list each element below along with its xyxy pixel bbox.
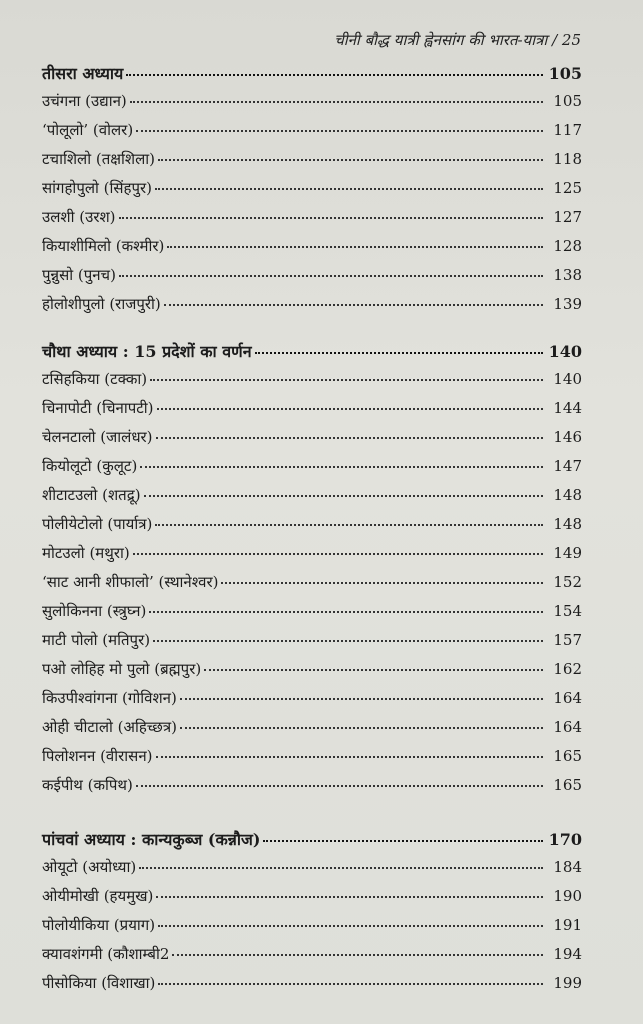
entry-title: पओ लोहिह मो पुलो (ब्रह्मपुर) xyxy=(42,660,202,678)
page-number: 118 xyxy=(553,150,582,168)
dot-leader xyxy=(180,726,543,729)
chapter-heading xyxy=(42,340,582,369)
page-number: 170 xyxy=(548,830,582,849)
dot-leader xyxy=(133,552,543,555)
page-number: 140 xyxy=(548,342,582,361)
chapter-title: चौथा अध्याय : 15 प्रदेशों का वर्णन xyxy=(42,342,252,361)
dot-leader xyxy=(155,187,543,190)
page-number: 140 xyxy=(553,370,582,388)
toc-entry xyxy=(42,659,582,688)
chapter-title: पांचवां अध्याय : कान्यकुब्ज (कन्नौज) xyxy=(42,830,261,849)
page-number: 165 xyxy=(553,776,582,794)
entry-title: पिलोशनन (वीरासन) xyxy=(42,747,153,765)
entry-title: किउपीश्वांगना (गोविशन) xyxy=(42,689,177,707)
chapter-section xyxy=(42,828,582,1002)
dot-leader xyxy=(150,378,543,381)
dot-leader xyxy=(180,697,543,700)
toc-entry xyxy=(42,149,582,178)
dot-leader xyxy=(149,610,543,613)
dot-leader xyxy=(119,274,543,277)
entry-title: सांगहोपुलो (सिंहपुर) xyxy=(42,179,153,197)
toc-entry xyxy=(42,485,582,514)
page-number: 146 xyxy=(553,428,582,446)
entry-title: क्यावशंगमी (कौशाम्बी2 xyxy=(42,945,170,963)
page-number: 164 xyxy=(553,689,582,707)
dot-leader xyxy=(155,523,543,526)
entry-title: माटी पोलो (मतिपुर) xyxy=(42,631,151,649)
toc-entry xyxy=(42,514,582,543)
entry-title: पोलोयीकिया (प्रयाग) xyxy=(42,916,156,934)
toc-entry xyxy=(42,717,582,746)
page-number: 105 xyxy=(548,64,582,83)
page-number: 162 xyxy=(553,660,582,678)
toc-entry xyxy=(42,91,582,120)
toc-entry xyxy=(42,178,582,207)
page-number: 199 xyxy=(553,974,582,992)
entry-title: उचंगना (उद्यान) xyxy=(42,92,127,110)
entry-title: टसिहकिया (टक्का) xyxy=(42,370,148,388)
entry-title: कईपीथ (कपिथ) xyxy=(42,776,133,794)
dot-leader xyxy=(158,924,543,927)
toc-entry xyxy=(42,944,582,973)
dot-leader xyxy=(136,784,543,787)
page-number: 164 xyxy=(553,718,582,736)
dot-leader xyxy=(153,639,543,642)
page-number: 144 xyxy=(553,399,582,417)
entry-title: होलोशीपुलो (राजपुरी) xyxy=(42,295,161,313)
toc-entry xyxy=(42,688,582,717)
dot-leader xyxy=(136,129,543,132)
entry-title: ‘साट आनी शीफालो’ (स्थानेश्वर) xyxy=(42,573,219,591)
page-number: 165 xyxy=(553,747,582,765)
page-number: 128 xyxy=(553,237,582,255)
dot-leader xyxy=(221,581,543,584)
chapter-section xyxy=(42,62,582,323)
entry-title: ‘पोलूलो’ (वोलर) xyxy=(42,121,134,139)
entry-title: ओयीमोखी (हयमुख) xyxy=(42,887,154,905)
page-number: 125 xyxy=(553,179,582,197)
page-number: 127 xyxy=(553,208,582,226)
dot-leader xyxy=(255,351,543,354)
dot-leader xyxy=(158,158,543,161)
page-number: 105 xyxy=(553,92,582,110)
entry-title: चेलनटालो (जालंधर) xyxy=(42,428,153,446)
page-number: 152 xyxy=(553,573,582,591)
toc-entry xyxy=(42,775,582,804)
entry-title: शीटाटउलो (शतद्रू) xyxy=(42,486,141,504)
entry-title: उलशी (उरश) xyxy=(42,208,116,226)
page-number: 194 xyxy=(553,945,582,963)
entry-title: कियाशीमिलो (कश्मीर) xyxy=(42,237,165,255)
entry-title: ओही चीटालो (अहिच्छत्र) xyxy=(42,718,177,736)
dot-leader xyxy=(130,100,543,103)
entry-title: चिनापोटी (चिनापटी) xyxy=(42,399,154,417)
toc-entry xyxy=(42,886,582,915)
page-number: 184 xyxy=(553,858,582,876)
entry-title: सुलोकिनना (स्त्रुघ्न) xyxy=(42,602,147,620)
entry-title: टचाशिलो (तक्षशिला) xyxy=(42,150,156,168)
toc-entry xyxy=(42,265,582,294)
page-number: 117 xyxy=(553,121,582,139)
entry-title: ओयूटो (अयोध्या) xyxy=(42,858,137,876)
dot-leader xyxy=(172,953,543,956)
entry-title: कियोलूटो (कुलूट) xyxy=(42,457,138,475)
entry-title: पोलीयेटोलो (पार्यात्र) xyxy=(42,515,153,533)
toc-entry xyxy=(42,601,582,630)
page-number: 149 xyxy=(553,544,582,562)
page-number: 190 xyxy=(553,887,582,905)
toc-entry xyxy=(42,543,582,572)
toc-entry xyxy=(42,207,582,236)
page-number: 148 xyxy=(553,486,582,504)
entry-title: मोटउलो (मथुरा) xyxy=(42,544,130,562)
page-number: 147 xyxy=(553,457,582,475)
page-number: 148 xyxy=(553,515,582,533)
dot-leader xyxy=(144,494,543,497)
toc-entry xyxy=(42,120,582,149)
toc-entry xyxy=(42,369,582,398)
toc-entry xyxy=(42,456,582,485)
page-number: 139 xyxy=(553,295,582,313)
dot-leader xyxy=(156,755,544,758)
toc-entry xyxy=(42,236,582,265)
dot-leader xyxy=(156,895,543,898)
toc-entry xyxy=(42,915,582,944)
dot-leader xyxy=(139,866,543,869)
toc-entry xyxy=(42,398,582,427)
page-number: 138 xyxy=(553,266,582,284)
dot-leader xyxy=(119,216,543,219)
toc-entry xyxy=(42,572,582,601)
toc-entry xyxy=(42,973,582,1002)
dot-leader xyxy=(204,668,543,671)
page-number: 154 xyxy=(553,602,582,620)
dot-leader xyxy=(167,245,543,248)
dot-leader xyxy=(156,436,543,439)
toc-entry xyxy=(42,294,582,323)
page-number: 157 xyxy=(553,631,582,649)
running-head: चीनी बौद्ध यात्री ह्वेनसांग की भारत-यात्रा / 25 xyxy=(334,31,581,49)
page-number: 191 xyxy=(553,916,582,934)
toc-entry xyxy=(42,857,582,886)
toc-entry xyxy=(42,630,582,659)
chapter-title: तीसरा अध्याय xyxy=(42,64,124,83)
toc-entry xyxy=(42,427,582,456)
chapter-heading xyxy=(42,828,582,857)
dot-leader xyxy=(140,465,543,468)
entry-title: पुन्नुसो (पुनच) xyxy=(42,266,116,284)
chapter-heading xyxy=(42,62,582,91)
dot-leader xyxy=(157,407,543,410)
dot-leader xyxy=(126,73,543,76)
chapter-section xyxy=(42,340,582,804)
dot-leader xyxy=(158,982,543,985)
toc-entry xyxy=(42,746,582,775)
dot-leader xyxy=(164,303,543,306)
entry-title: पीसोकिया (विशाखा) xyxy=(42,974,156,992)
dot-leader xyxy=(263,839,543,842)
